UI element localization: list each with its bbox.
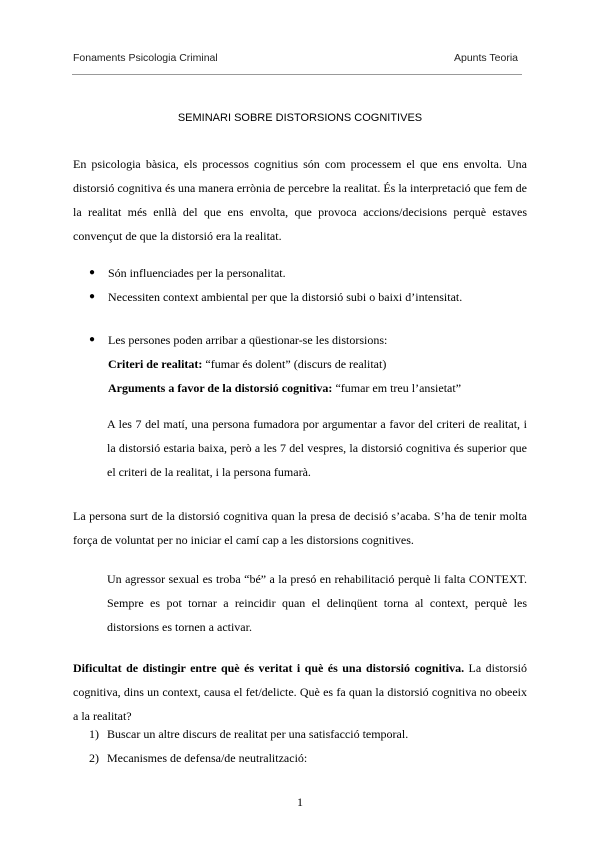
aggressor-example-paragraph: Un agressor sexual es troba “bé” a la presó en rehabilitació perquè li falta CONTEXT. Sempre es pot tornar a reincidir quan el delinqüent torna al context, perquè les distorsions es tornen a activar. [107, 572, 527, 634]
header-right-title: Apunts Teoria [453, 52, 518, 64]
numbered-list [73, 722, 527, 770]
reality-criterion-text: “fumar és dolent” (discurs de realitat) [202, 357, 387, 371]
list-item-text: Buscar un altre discurs de realitat per una satisfacció temporal. [107, 727, 409, 741]
bullet-icon: ● [89, 267, 96, 278]
arguments-text: “fumar em treu l’ansietat” [332, 381, 462, 395]
difficulty-text: La distorsió cognitiva, dins un context, causa el fet/delicte. Què es fa quan la distorsió cognitiva no obeeix a la realitat? [73, 661, 527, 723]
list-item [73, 328, 527, 400]
bullet-icon: ● [89, 334, 96, 345]
intro-paragraph: En psicologia bàsica, els processos cognitius són com processem el que ens envolta. Una distorsió cognitiva és una manera errònia de percebre la realitat. És la interpretació que fem de la realitat més enllà del que ens envolta, que provoca accions/decisions perquè estaves convençut de que la distorsió era la realitat. [73, 157, 527, 243]
header-divider [72, 74, 522, 75]
header-left-title: Fonaments Psicologia Criminal [73, 52, 218, 64]
list-number: 2) [89, 751, 99, 765]
exit-distortion-paragraph: La persona surt de la distorsió cognitiva quan la presa de decisió s’acaba. S’ha de tenir molta força de voluntat per no iniciar el camí cap a les distorsions cognitives. [73, 509, 527, 547]
list-item-text: Mecanismes de defensa/de neutralització: [107, 751, 308, 765]
smoker-example-paragraph: A les 7 del matí, una persona fumadora por argumentar a favor del criteri de realitat, i la distorsió estaria baixa, però a les 7 del vespres, la distorsió cognitiva és superior que el criteri de la realitat, i la persona fumarà. [107, 417, 527, 479]
list-item-text: Les persones poden arribar a qüestionar-se les distorsions: [108, 333, 388, 347]
bullet-list-2 [73, 328, 527, 400]
reality-criterion-line [108, 352, 527, 376]
page-number: 1 [297, 795, 303, 809]
list-item [73, 722, 527, 746]
list-item-text: Necessiten context ambiental per que la distorsió subi o baixi d’intensitat. [108, 290, 463, 304]
list-number: 1) [89, 727, 99, 741]
document-title: SEMINARI SOBRE DISTORSIONS COGNITIVES [177, 112, 423, 124]
list-item [73, 261, 527, 285]
difficulty-paragraph [73, 656, 527, 728]
arguments-label: Arguments a favor de la distorsió cognitiva: [108, 381, 333, 395]
bullet-list-1 [73, 261, 527, 309]
arguments-line [108, 376, 527, 400]
difficulty-heading: Dificultat de distingir entre què és veritat i què és una distorsió cognitiva. [73, 661, 465, 675]
reality-criterion-label: Criteri de realitat: [108, 357, 203, 371]
list-item [73, 285, 527, 309]
bullet-icon: ● [89, 291, 96, 302]
list-item-text: Són influenciades per la personalitat. [108, 266, 286, 280]
list-item [73, 746, 527, 770]
